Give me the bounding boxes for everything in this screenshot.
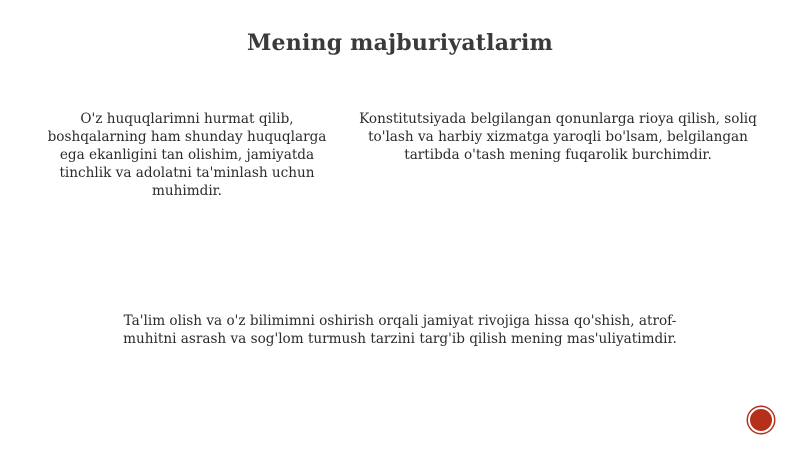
paragraph-left: O'z huquqlarimni hurmat qilib, boshqalarning ham shunday huquqlarga ega ekanligini tan olishim, jamiyatda tinchlik va adolatni ta'minlash uchun muhimdir. bbox=[47, 111, 327, 199]
paragraph-right: Konstitutsiyada belgilangan qonunlarga rioya qilish, soliq to'lash va harbiy xizmatga yaroqli bo'lsam, belgilangan tartibda o'tash mening fuqarolik burchimdir. bbox=[359, 111, 757, 163]
slide-title: Mening majburiyatlarim bbox=[247, 30, 553, 56]
paragraph-bottom: Ta'lim olish va o'z bilimimni oshirish orqali jamiyat rivojiga hissa qo'shish, atrof-muhitni asrash va sog'lom turmush tarzini targ'ib qilish mening mas'uliyatimdir. bbox=[123, 313, 677, 347]
circle-nav-icon[interactable] bbox=[748, 407, 774, 433]
